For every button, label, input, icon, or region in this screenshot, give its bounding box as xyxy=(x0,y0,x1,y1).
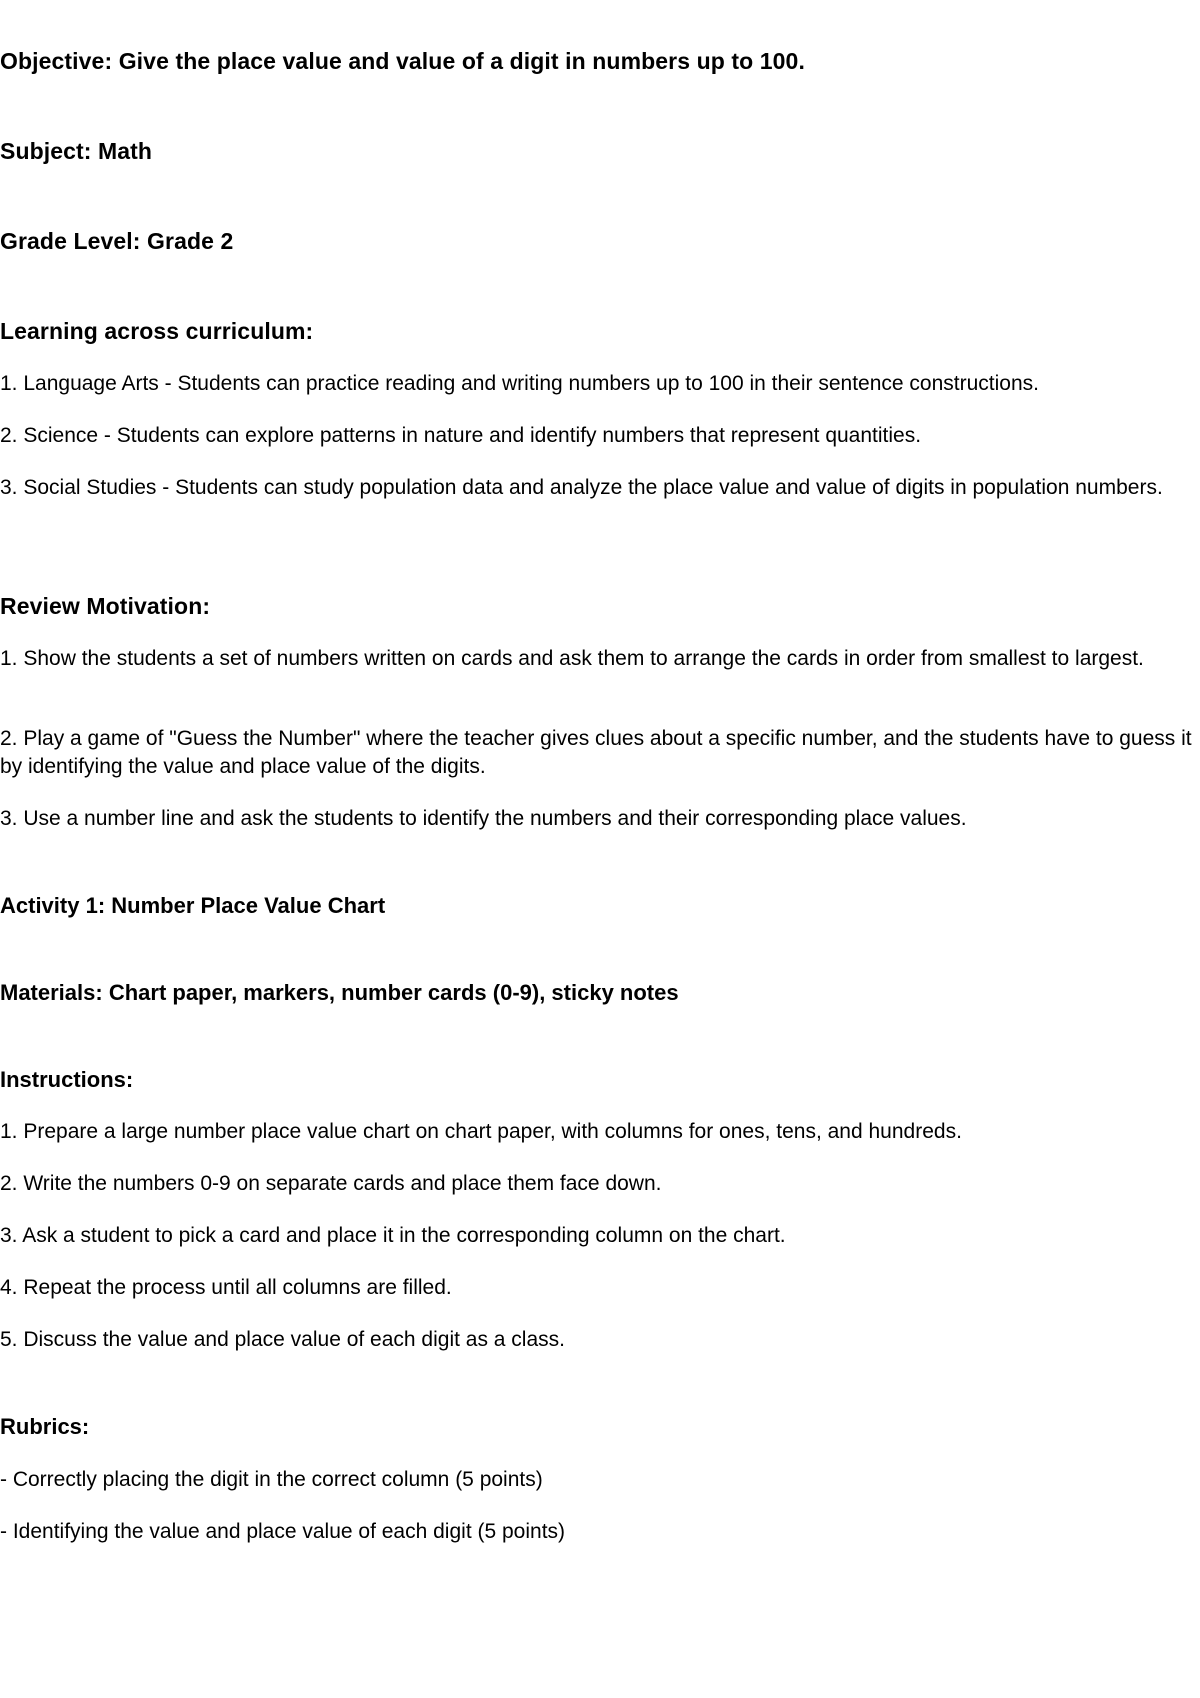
learning-across-item: 3. Social Studies - Students can study population data and analyze the place value and value of digits in population numbers. xyxy=(0,476,1163,499)
subject-heading: Subject: Math xyxy=(0,138,153,164)
review-motivation-item: 2. Play a game of "Guess the Number" where the teacher gives clues about a specific number, and the students have to guess it by identifying the value and place value of the digits. xyxy=(0,727,1192,778)
rubrics-heading: Rubrics: xyxy=(0,1414,90,1439)
review-motivation-item: 1. Show the students a set of numbers written on cards and ask them to arrange the cards in order from smallest to largest. xyxy=(0,647,1144,670)
learning-across-heading: Learning across curriculum: xyxy=(0,318,314,344)
review-motivation-item: 3. Use a number line and ask the students to identify the numbers and their corresponding place values. xyxy=(0,807,967,830)
rubric-item: - Identifying the value and place value of each digit (5 points) xyxy=(0,1520,566,1543)
instruction-item: 1. Prepare a large number place value chart on chart paper, with columns for ones, tens, and hundreds. xyxy=(0,1120,962,1143)
activity-title: Activity 1: Number Place Value Chart xyxy=(0,893,386,918)
instructions-heading: Instructions: xyxy=(0,1067,134,1092)
instruction-item: 4. Repeat the process until all columns are filled. xyxy=(0,1276,452,1299)
grade-level-heading: Grade Level: Grade 2 xyxy=(0,228,234,254)
review-motivation-heading: Review Motivation: xyxy=(0,593,211,619)
objective-heading: Objective: Give the place value and value of a digit in numbers up to 100. xyxy=(0,48,805,74)
activity-materials: Materials: Chart paper, markers, number cards (0-9), sticky notes xyxy=(0,980,679,1005)
learning-across-item: 2. Science - Students can explore patterns in nature and identify numbers that represent quantities. xyxy=(0,424,922,447)
instruction-item: 3. Ask a student to pick a card and place it in the corresponding column on the chart. xyxy=(0,1224,786,1247)
instruction-item: 2. Write the numbers 0-9 on separate cards and place them face down. xyxy=(0,1172,662,1195)
instruction-item: 5. Discuss the value and place value of each digit as a class. xyxy=(0,1328,565,1351)
rubric-item: - Correctly placing the digit in the correct column (5 points) xyxy=(0,1468,543,1491)
learning-across-item: 1. Language Arts - Students can practice reading and writing numbers up to 100 in their sentence constructions. xyxy=(0,372,1039,395)
